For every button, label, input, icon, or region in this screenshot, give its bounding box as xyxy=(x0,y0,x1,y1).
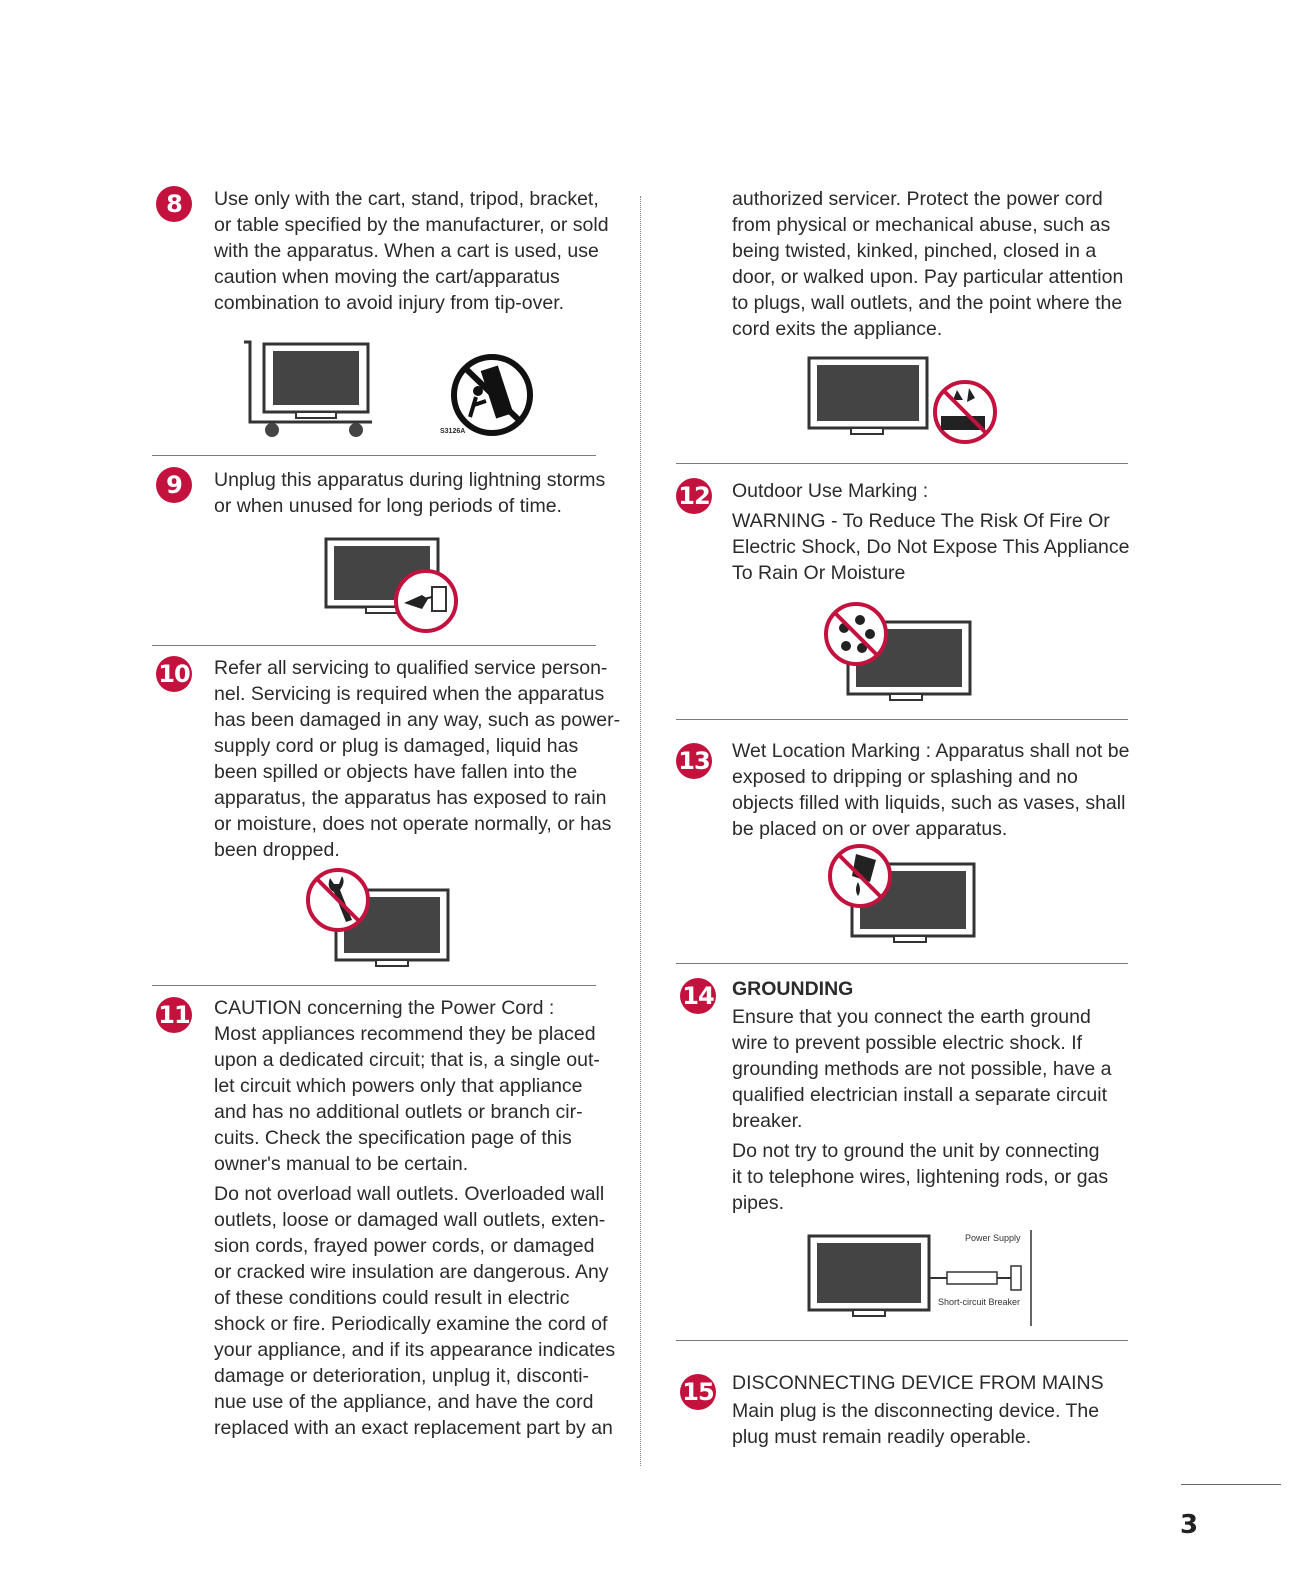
text-line: Wet Location Marking : Apparatus shall not be xyxy=(732,740,1130,762)
text-line: pipes. xyxy=(732,1192,785,1214)
text-line: upon a dedicated circuit; that is, a single out- xyxy=(214,1049,600,1071)
text-line: CAUTION concerning the Power Cord : xyxy=(214,997,555,1019)
text-line: Refer all servicing to qualified service person- xyxy=(214,657,608,679)
grounding-heading: GROUNDING xyxy=(732,978,854,1000)
text-line: been spilled or objects have fallen into the xyxy=(214,761,578,783)
text-line: caution when moving the cart/apparatus xyxy=(214,266,560,288)
page-number-rule xyxy=(1181,1484,1281,1485)
text-line: nel. Servicing is required when the apparatus xyxy=(214,683,605,705)
column-divider xyxy=(640,196,641,1466)
item-15-title: DISCONNECTING DEVICE FROM MAINS xyxy=(732,1372,1104,1394)
text-line: combination to avoid injury from tip-over. xyxy=(214,292,565,314)
text-line: or when unused for long periods of time. xyxy=(214,495,562,517)
item-10-number-badge: 10 xyxy=(156,656,192,692)
text-line: grounding methods are not possible, have a xyxy=(732,1058,1112,1080)
text-line: cord exits the appliance. xyxy=(732,318,943,340)
paragraph xyxy=(214,995,615,1177)
power-cord-abuse-illustration xyxy=(807,356,1007,456)
text-line: wire to prevent possible electric shock. If xyxy=(732,1032,1083,1054)
text-line: WARNING - To Reduce The Risk Of Fire Or xyxy=(732,510,1110,532)
item-11-number-badge: 11 xyxy=(156,997,192,1033)
text-line: being twisted, kinked, pinched, closed in a xyxy=(732,240,1097,262)
item-15-number-badge: 15 xyxy=(680,1374,716,1410)
text-line: nue use of the appliance, and have the cord xyxy=(214,1391,594,1413)
text-line: Use only with the cart, stand, tripod, bracket, xyxy=(214,188,599,210)
grounding-diagram xyxy=(807,1230,1037,1330)
item-10-text xyxy=(214,655,620,863)
text-line: plug must remain readily operable. xyxy=(732,1426,1032,1448)
item-12-text xyxy=(732,478,1129,586)
text-line: Unplug this apparatus during lightning storms xyxy=(214,469,606,491)
text-line: of these conditions could result in electric xyxy=(214,1287,570,1309)
text-line: it to telephone wires, lightening rods, or gas xyxy=(732,1166,1109,1188)
text-line: shock or fire. Periodically examine the cord of xyxy=(214,1313,608,1335)
item-13-number-badge: 13 xyxy=(676,743,712,779)
text-line: apparatus, the apparatus has exposed to rain xyxy=(214,787,607,809)
divider xyxy=(676,719,1128,720)
item-15-text xyxy=(732,1370,1104,1450)
text-line: door, or walked upon. Pay particular attention xyxy=(732,266,1124,288)
text-line: exposed to dripping or splashing and no xyxy=(732,766,1078,788)
text-line: qualified electrician install a separate circuit xyxy=(732,1084,1108,1106)
text-line: and has no additional outlets or branch cir- xyxy=(214,1101,583,1123)
divider xyxy=(676,1340,1128,1341)
item-13-text xyxy=(732,738,1129,842)
text-line: with the apparatus. When a cart is used, use xyxy=(214,240,599,262)
power-supply-label: Power Supply xyxy=(965,1233,1021,1243)
text-line: Most appliances recommend they be placed xyxy=(214,1023,596,1045)
text-line: Do not overload wall outlets. Overloaded wall xyxy=(214,1183,605,1205)
paragraph xyxy=(214,1181,615,1441)
text-line: sion cords, frayed power cords, or damaged xyxy=(214,1235,595,1257)
text-line: let circuit which powers only that appliance xyxy=(214,1075,583,1097)
text-line: from physical or mechanical abuse, such as xyxy=(732,214,1111,236)
item-8-number-badge: 8 xyxy=(156,186,192,222)
item-14-text xyxy=(732,976,1111,1220)
item-11-text xyxy=(214,995,615,1445)
no-liquids-illustration xyxy=(826,846,986,950)
text-line: Do not try to ground the unit by connecting xyxy=(732,1140,1100,1162)
text-line: Main plug is the disconnecting device. The xyxy=(732,1400,1100,1422)
short-circuit-breaker-label: Short-circuit Breaker xyxy=(938,1297,1021,1307)
text-line: or cracked wire insulation are dangerous. Any xyxy=(214,1261,609,1283)
text-line: has been damaged in any way, such as power- xyxy=(214,709,621,731)
text-line: supply cord or plug is damaged, liquid has xyxy=(214,735,579,757)
divider xyxy=(152,985,596,986)
text-line: Electric Shock, Do Not Expose This Appliance xyxy=(732,536,1130,558)
paragraph xyxy=(732,1138,1111,1216)
divider xyxy=(676,463,1128,464)
divider xyxy=(676,963,1128,964)
text-line: owner's manual to be certain. xyxy=(214,1153,469,1175)
item-12-number-badge: 12 xyxy=(676,478,712,514)
text-line: to plugs, wall outlets, and the point where the xyxy=(732,292,1123,314)
cart-tv-illustration xyxy=(240,338,380,442)
figure-code-label: S3126A xyxy=(440,428,466,435)
text-line: cuits. Check the specification page of this xyxy=(214,1127,572,1149)
page-number: 3 xyxy=(1180,1510,1199,1540)
text-line: or table specified by the manufacturer, or sold xyxy=(214,214,609,236)
item-9-text xyxy=(214,467,605,519)
no-self-service-illustration xyxy=(306,868,456,972)
no-rain-illustration xyxy=(822,602,982,706)
text-line: be placed on or over apparatus. xyxy=(732,818,1008,840)
text-line: objects filled with liquids, such as vases, shall xyxy=(732,792,1126,814)
divider xyxy=(152,645,596,646)
text-line: your appliance, and if its appearance indicates xyxy=(214,1339,616,1361)
item-8-text xyxy=(214,186,609,316)
text-line: To Rain Or Moisture xyxy=(732,562,906,584)
item-14-number-badge: 14 xyxy=(680,978,716,1014)
divider xyxy=(152,455,596,456)
paragraph xyxy=(732,1004,1111,1134)
text-line: breaker. xyxy=(732,1110,803,1132)
text-line: authorized servicer. Protect the power cord xyxy=(732,188,1103,210)
item-12-title: Outdoor Use Marking : xyxy=(732,480,929,502)
item-11-continued-text xyxy=(732,186,1123,342)
text-line: been dropped. xyxy=(214,839,340,861)
tv-unplug-illustration xyxy=(324,537,464,637)
item-9-number-badge: 9 xyxy=(156,467,192,503)
text-line: damage or deterioration, unplug it, disconti- xyxy=(214,1365,590,1387)
text-line: outlets, loose or damaged wall outlets, exten- xyxy=(214,1209,606,1231)
text-line: Ensure that you connect the earth ground xyxy=(732,1006,1091,1028)
text-line: replaced with an exact replacement part by an xyxy=(214,1417,613,1439)
text-line: or moisture, does not operate normally, or has xyxy=(214,813,612,835)
